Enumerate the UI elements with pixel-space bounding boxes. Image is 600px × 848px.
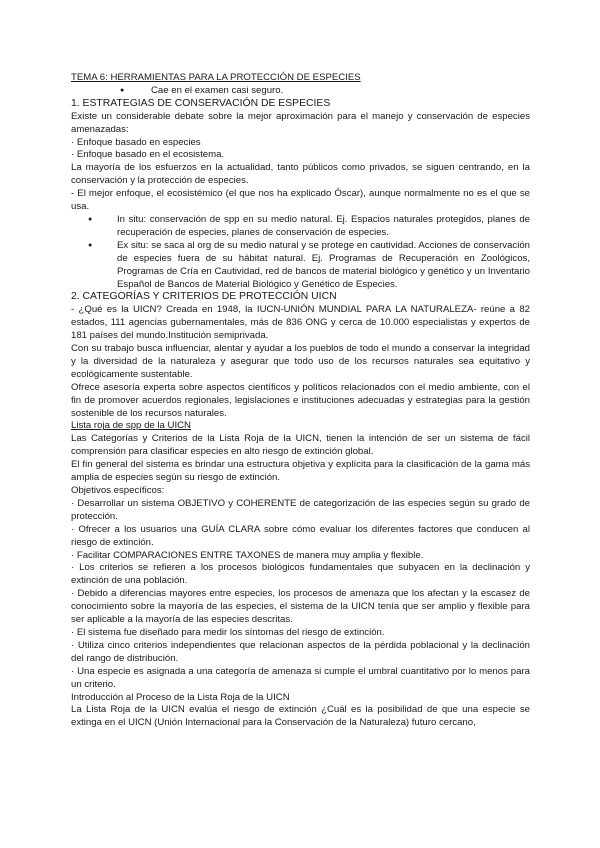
section2-paragraph: Las Categorías y Criterios de la Lista Roja de la UICN, tienen la intención de ser un sistema de fácil comprensión para clasificar especies en alto riesgo de extinción global. bbox=[71, 433, 530, 458]
objective-item: · Desarrollar un sistema OBJETIVO y COHERENTE de categorización de las especies según su grado de protección. bbox=[71, 497, 530, 522]
approach-ecosystem: · Enfoque basado en el ecosistema. bbox=[71, 149, 225, 161]
document-title: TEMA 6: HERRAMIENTAS PARA LA PROTECCIÓN DE ESPECIES bbox=[71, 72, 361, 83]
objective-item: · Debido a diferencias mayores entre especies, los procesos de amenaza que los afectan y la escasez de conocimiento sobre la mayoría de las especies, el sistema de la UICN tenía que ser amplio y flexible para ser aplicable a la mayoría de las especies descritas. bbox=[71, 588, 530, 626]
document-page bbox=[71, 72, 530, 730]
section2-paragraph: Ofrece asesoría experta sobre aspectos científicos y políticos relacionados con el medio ambiente, con el fin de promover acuerdos regionales, legislaciones e instituciones adecuadas y estrategias para la gestión sostenible de los recursos naturales. bbox=[71, 381, 530, 419]
list-item-ex-situ: ● Ex situ: se saca al org de su medio natural y se protege en cautividad. Acciones de conservación de especies fuera de su hábitat natural. Ej. Programas de Recuperación en Zoológicos, Programas de Cría en Cautividad, red de bancos de material biológico y genético y un Inventario Español de Bancos de Material Biológico y Genético de Especies. bbox=[71, 240, 530, 292]
section1-heading: 1. ESTRATEGIAS DE CONSERVACIÓN DE ESPECIES bbox=[71, 97, 331, 109]
redlist-subheading: Lista roja de spp de la UICN bbox=[71, 420, 191, 432]
section2-paragraph: La Lista Roja de la UICN evalúa el riesgo de extinción ¿Cuál es la posibilidad de que una especie se extinga en el UICN (Unión Internacional para la Conservación de la Naturaleza) futuro cercano, bbox=[71, 704, 530, 729]
process-subheading: Introducción al Proceso de la Lista Roja de la UICN bbox=[71, 691, 290, 703]
title-note: ● Cae en el examen casi seguro. bbox=[71, 85, 530, 98]
objective-item: · Una especie es asignada a una categoría de amenaza si cumple el umbral cuantitativo por lo menos para un criterio. bbox=[71, 665, 530, 690]
objective-item: · Los criterios se refieren a los procesos biológicos fundamentales que subyacen en la declinación y extinción de una población. bbox=[71, 562, 530, 587]
objective-item: · El sistema fue diseñado para medir los síntomas del riesgo de extinción. bbox=[71, 626, 385, 638]
section2-paragraph: Con su trabajo busca influenciar, alentar y ayudar a los pueblos de todo el mundo a conservar la integridad y la diversidad de la naturaleza y asegurar que todo uso de los recursos naturales sea equitativo y ecológicamente sustentable. bbox=[71, 343, 530, 380]
objectives-label: Objetivos específicos: bbox=[71, 485, 165, 496]
section2-paragraph: El fin general del sistema es brindar una estructura objetiva y explícita para la clasificación de la gama más amplia de especies según su riesgo de extinción. bbox=[71, 459, 530, 484]
section2-heading: 2. CATEGORÍAS Y CRITERIOS DE PROTECCIÓN UICN bbox=[71, 291, 337, 303]
title-note-list bbox=[71, 85, 530, 98]
conservation-types-list bbox=[71, 214, 530, 291]
section1-paragraph: - El mejor enfoque, el ecosistémico (el que nos ha explicado Óscar), aunque normalmente no es el que se usa. bbox=[71, 188, 530, 213]
section1-paragraph: La mayoría de los esfuerzos en la actualidad, tanto públicos como privados, se siguen centrando, en la conservación y la protección de especies. bbox=[71, 162, 530, 187]
section2-paragraph: - ¿Qué es la UICN? Creada en 1948, la IUCN-UNIÓN MUNDIAL PARA LA NATURALEZA- reúne a 82 estados, 111 agencias gubernamentales, más de 836 ONG y cerca de 10.000 especialistas y expertos de 181 países del mundo.Institución semiprivada. bbox=[71, 304, 530, 342]
objective-item: · Utiliza cinco criterios independientes que relacionan aspectos de la pérdida poblacional y la declinación del rango de distribución. bbox=[71, 639, 530, 664]
approach-species: · Enfoque basado en especies bbox=[71, 136, 201, 148]
list-item-in-situ: ● In situ: conservación de spp en su medio natural. Ej. Espacios naturales protegidos, planes de recuperación de especies, planes de conservación de especies. bbox=[71, 214, 530, 240]
objective-item: · Ofrecer a los usuarios una GUÍA CLARA sobre cómo evaluar los diferentes factores que conducen al riesgo de extinción. bbox=[71, 523, 530, 548]
section1-intro: Existe un considerable debate sobre la mejor aproximación para el manejo y conservación de especies amenazadas: bbox=[71, 110, 530, 135]
objective-item: · Facilitar COMPARACIONES ENTRE TAXONES de manera muy amplia y flexible. bbox=[71, 549, 424, 561]
